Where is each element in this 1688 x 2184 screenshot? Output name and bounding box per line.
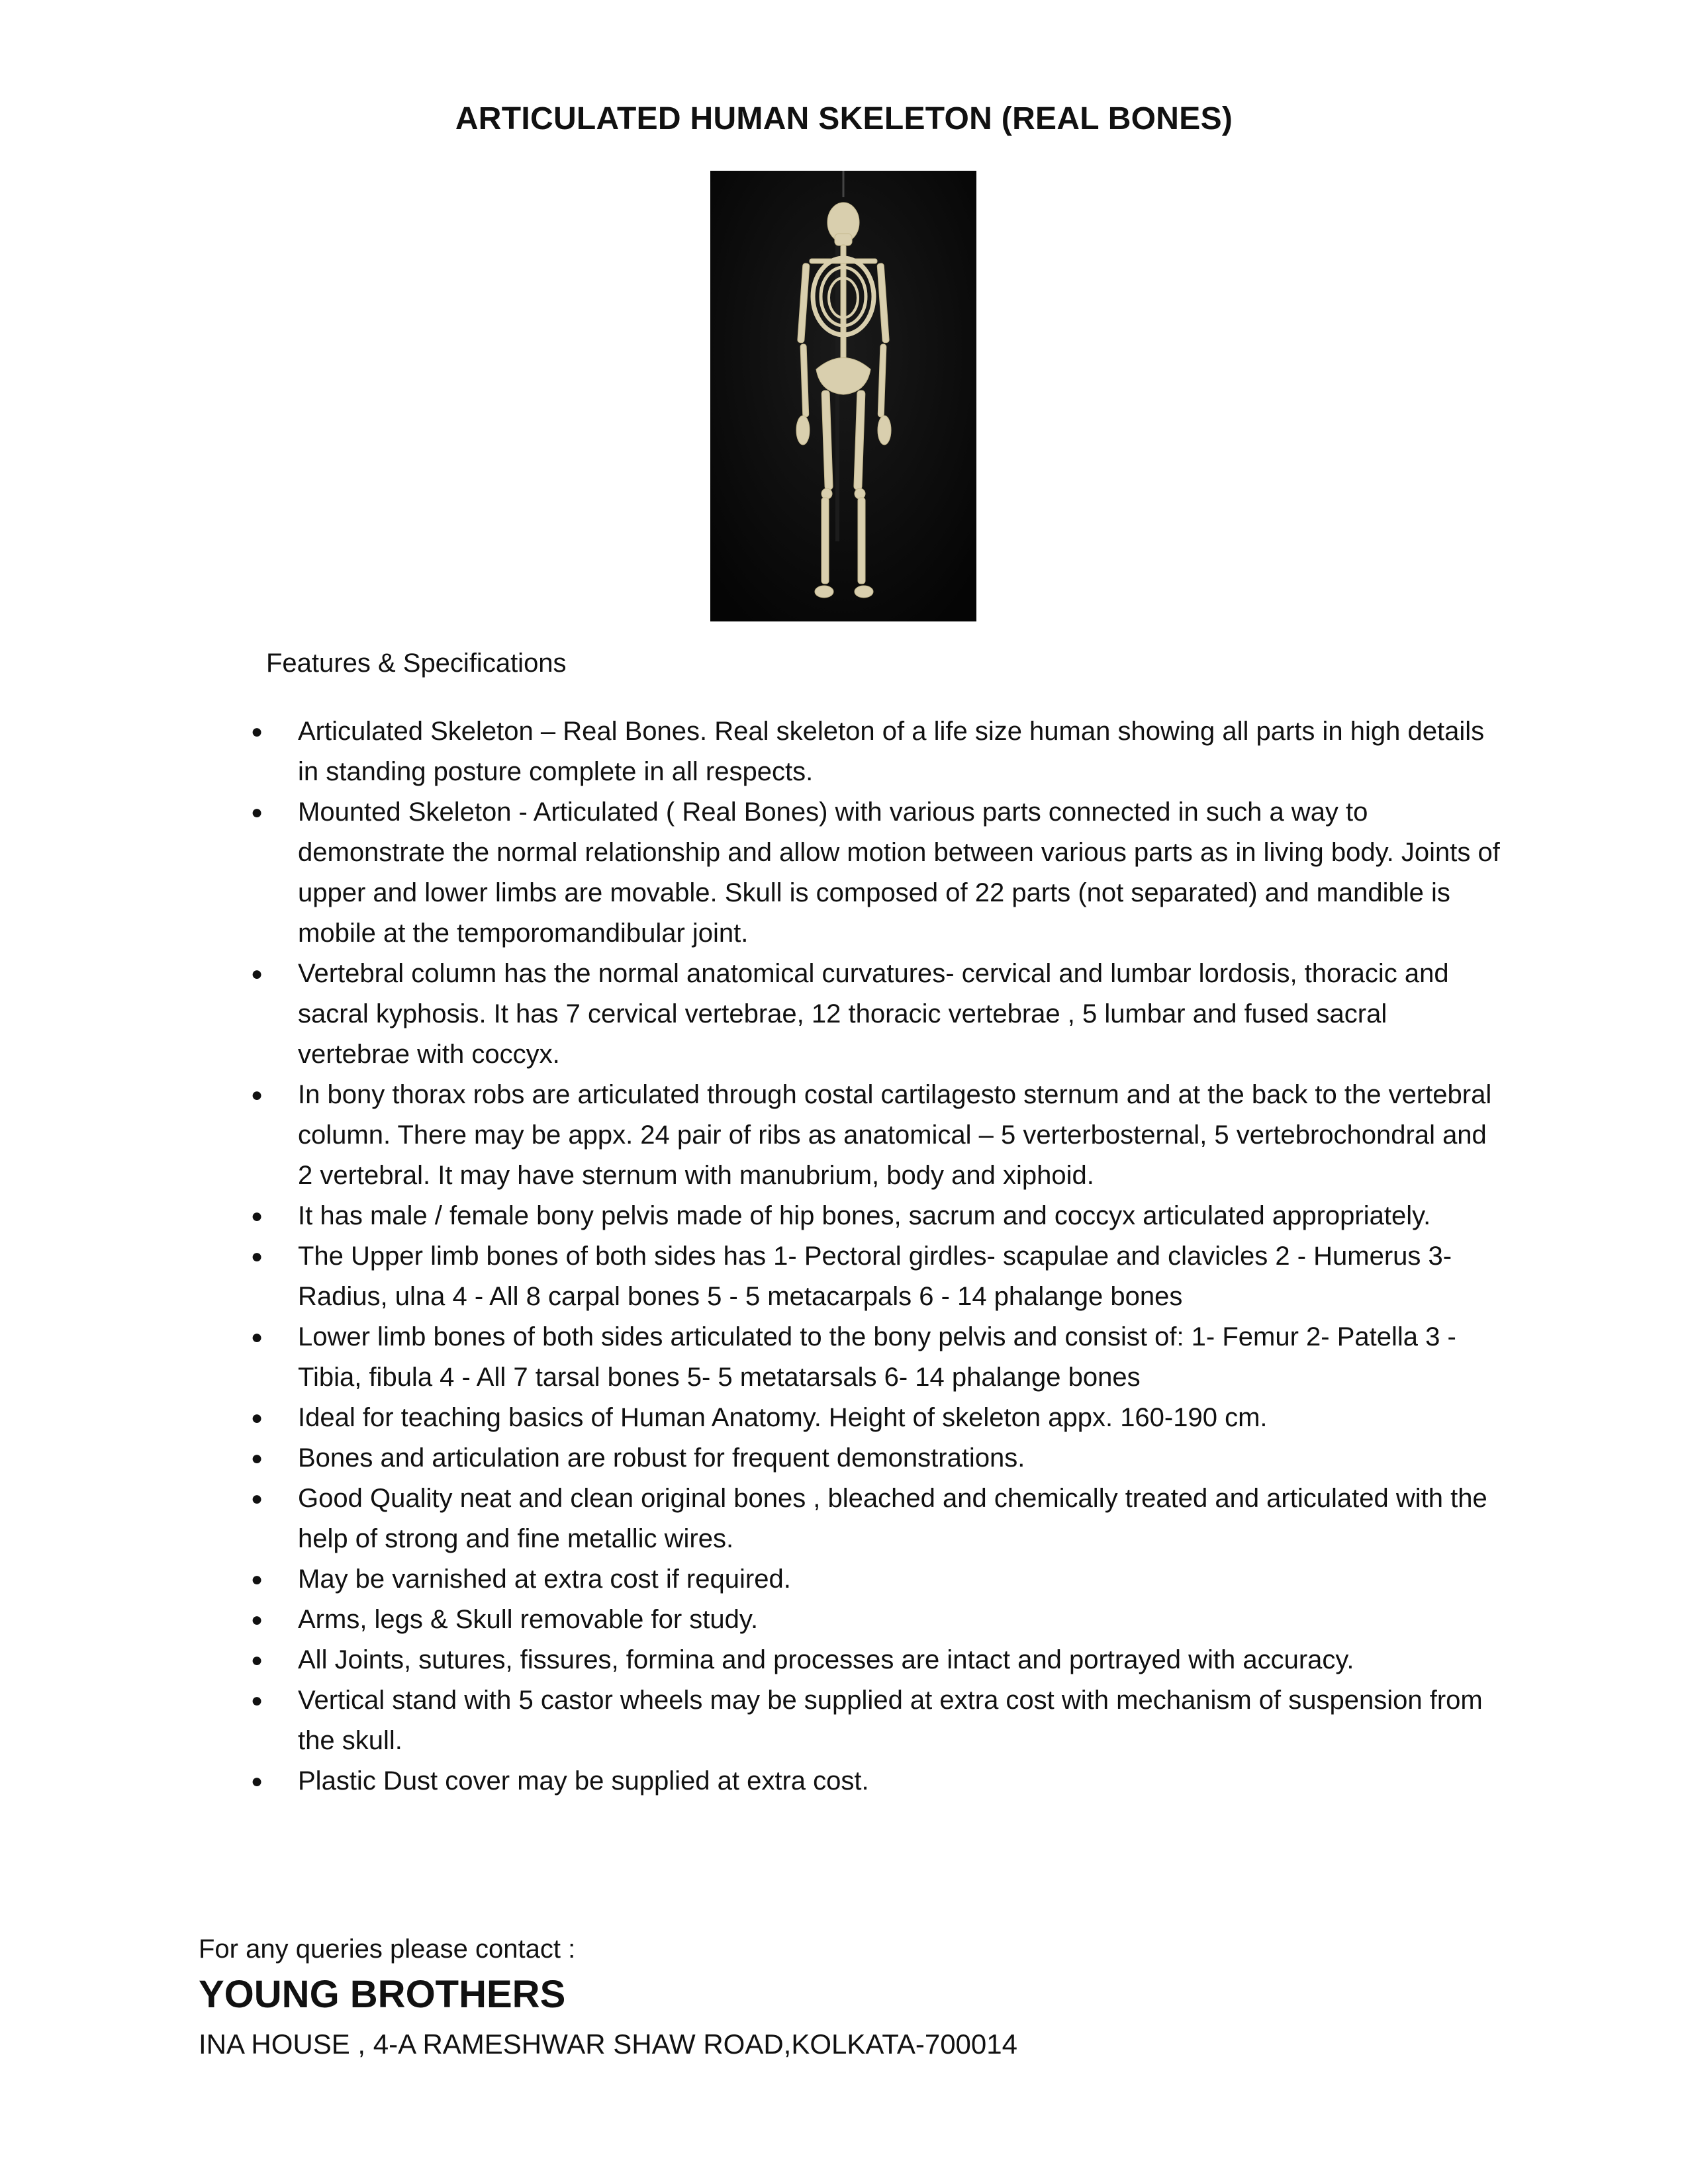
list-item [248,711,1506,792]
bullet-icon: ● [251,1084,263,1106]
bullet-icon: ● [251,1246,263,1267]
features-list [248,711,1506,1801]
company-address: INA HOUSE , 4-A RAMESHWAR SHAW ROAD,KOLKATA-700014 [199,2028,1017,2060]
list-item-text: Ideal for teaching basics of Human Anatomy. Height of skeleton appx. 160-190 cm. [298,1403,1268,1432]
list-item-text: Lower limb bones of both sides articulated to the bony pelvis and consist of: 1- Femur 2- Patella 3 - Tibia, fibula 4 - All 7 tarsal bones 5- 5 metatarsals 6- 14 phalange bones [298,1322,1456,1392]
features-heading: Features & Specifications [266,649,567,678]
list-item [248,1640,1506,1680]
bullet-icon: ● [251,1649,263,1671]
list-item [248,1075,1506,1196]
bullet-icon: ● [251,963,263,985]
list-item [248,1236,1506,1317]
list-item [248,1761,1506,1801]
list-item-text: Vertical stand with 5 castor wheels may be supplied at extra cost with mechanism of suspension from the skull. [298,1686,1483,1755]
bullet-icon: ● [251,1569,263,1590]
bullet-icon: ● [251,1770,263,1792]
page-title: ARTICULATED HUMAN SKELETON (REAL BONES) [455,101,1233,136]
list-item-text: Mounted Skeleton - Articulated ( Real Bones) with various parts connected in such a way to demonstrate the normal relationship and allow motion between various parts as in living body. Joints of upper and lower limbs are movable. Skull is composed of 22 parts (not separated) and mandible is mobile at the temporomandibular joint. [298,797,1500,948]
bullet-icon: ● [251,1407,263,1429]
bullet-icon: ● [251,801,263,823]
list-item-text: Articulated Skeleton – Real Bones. Real skeleton of a life size human showing all parts in high details in standing posture complete in all respects. [298,717,1485,786]
list-item [248,1600,1506,1640]
list-item [248,1559,1506,1600]
list-item [248,1398,1506,1438]
bullet-icon: ● [251,1326,263,1348]
list-item [248,1479,1506,1559]
list-item-text: Bones and articulation are robust for frequent demonstrations. [298,1443,1025,1473]
list-item-text: Good Quality neat and clean original bones , bleached and chemically treated and articulated with the help of strong and fine metallic wires. [298,1484,1487,1553]
list-item-text: Plastic Dust cover may be supplied at extra cost. [298,1766,869,1796]
bullet-icon: ● [251,1488,263,1510]
list-item [248,1317,1506,1398]
contact-label: For any queries please contact : [199,1934,576,1964]
list-item-text: In bony thorax robs are articulated through costal cartilagesto sternum and at the back to the vertebral column. There may be appx. 24 pair of ribs as anatomical – 5 verterbosternal, 5 vertebrochondral and 2 vertebral. It may have sternum with manubrium, body and xiphoid. [298,1080,1492,1190]
list-item-text: May be varnished at extra cost if required. [298,1565,791,1594]
list-item-text: Vertebral column has the normal anatomical curvatures- cervical and lumbar lordosis, thoracic and sacral kyphosis. It has 7 cervical vertebrae, 12 thoracic vertebrae , 5 lumbar and fused sacral vertebrae with coccyx. [298,959,1449,1069]
bullet-icon: ● [251,1609,263,1631]
bullet-icon: ● [251,721,263,743]
list-item-text: It has male / female bony pelvis made of hip bones, sacrum and coccyx articulated appropriately. [298,1201,1431,1230]
list-item-text: Arms, legs & Skull removable for study. [298,1605,759,1634]
skeleton-photo [710,171,976,621]
list-item [248,1196,1506,1236]
list-item-text: All Joints, sutures, fissures, formina and processes are intact and portrayed with accuracy. [298,1645,1354,1674]
bullet-icon: ● [251,1447,263,1469]
list-item [248,954,1506,1075]
list-item [248,792,1506,954]
company-name: YOUNG BROTHERS [199,1973,566,2016]
bullet-icon: ● [251,1690,263,1711]
list-item-text: The Upper limb bones of both sides has 1- Pectoral girdles- scapulae and clavicles 2 - Humerus 3- Radius, ulna 4 - All 8 carpal bones 5 - 5 metacarpals 6 - 14 phalange bones [298,1242,1452,1311]
bullet-icon: ● [251,1205,263,1227]
list-item [248,1438,1506,1479]
list-item [248,1680,1506,1761]
